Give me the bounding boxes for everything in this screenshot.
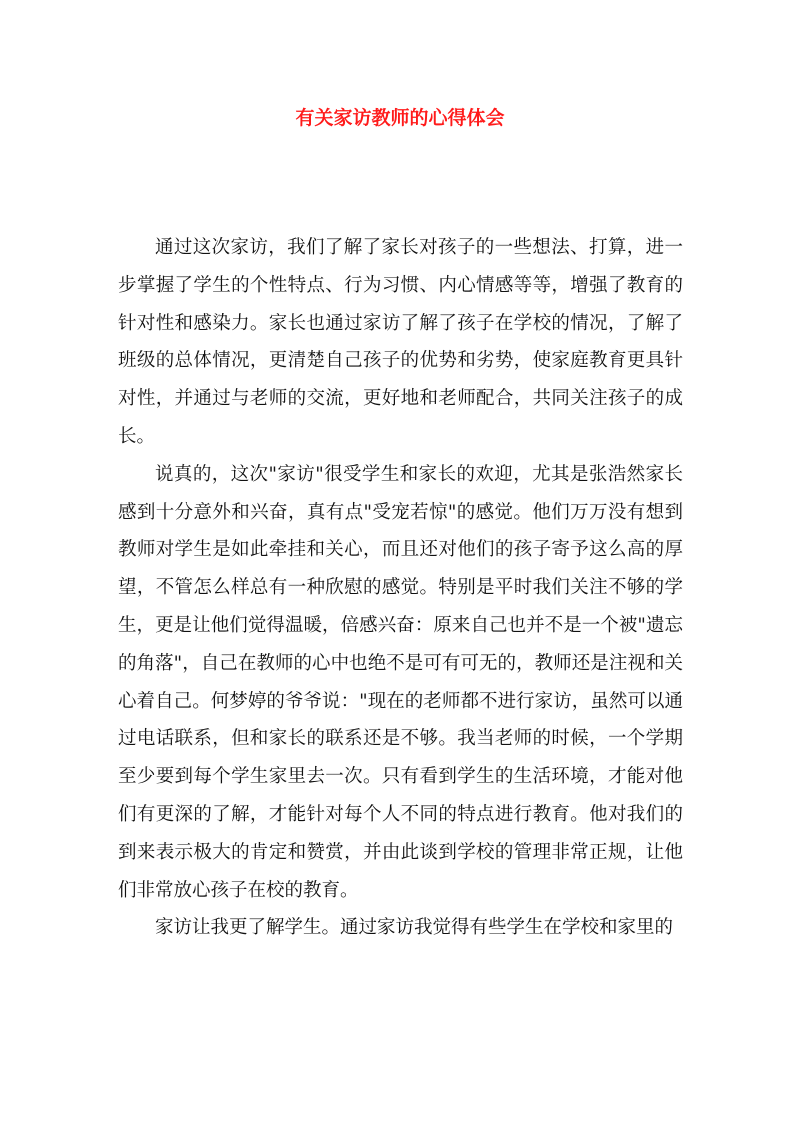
document-title: 有关家访教师的心得体会 xyxy=(295,107,505,129)
paragraph-3: 家访让我更了解学生。通过家访我觉得有些学生在学校和家里的 xyxy=(155,917,674,939)
paragraph-2: 说真的，这次"家访"很受学生和家长的欢迎，尤其是张浩然家长感到十分意外和兴奋，真有点"受宠若惊"的感觉。他们万万没有想到教师对学生是如此牵挂和关心，而且还对他们的孩子寄予这么高的厚望，不管怎么样总有一种欣慰的感觉。特别是平时我们关注不够的学生，更是让他们觉得温暖，倍感兴奋：原来自己也并不是一个被"遗忘的角落"，自己在教师的心中也绝不是可有可无的，教师还是注视和关心着自己。何梦婷的爷爷说："现在的老师都不进行家访，虽然可以通过电话联系，但和家长的联系还是不够。我当老师的时候，一个学期至少要到每个学生家里去一次。只有看到学生的生活环境，才能对他们有更深的了解，才能针对每个人不同的特点进行教育。他对我们的到来表示极大的肯定和赞赏，并由此谈到学校的管理非常正规，让他们非常放心孩子在校的教育。 xyxy=(118,463,683,901)
paragraph-1: 通过这次家访，我们了解了家长对孩子的一些想法、打算，进一步掌握了学生的个性特点、行为习惯、内心情感等等，增强了教育的针对性和感染力。家长也通过家访了解了孩子在学校的情况，了解了班级的总体情况，更清楚自己孩子的优势和劣势，使家庭教育更具针对性，并通过与老师的交流，更好地和老师配合，共同关注孩子的成长。 xyxy=(118,237,683,447)
document-body xyxy=(118,229,683,947)
